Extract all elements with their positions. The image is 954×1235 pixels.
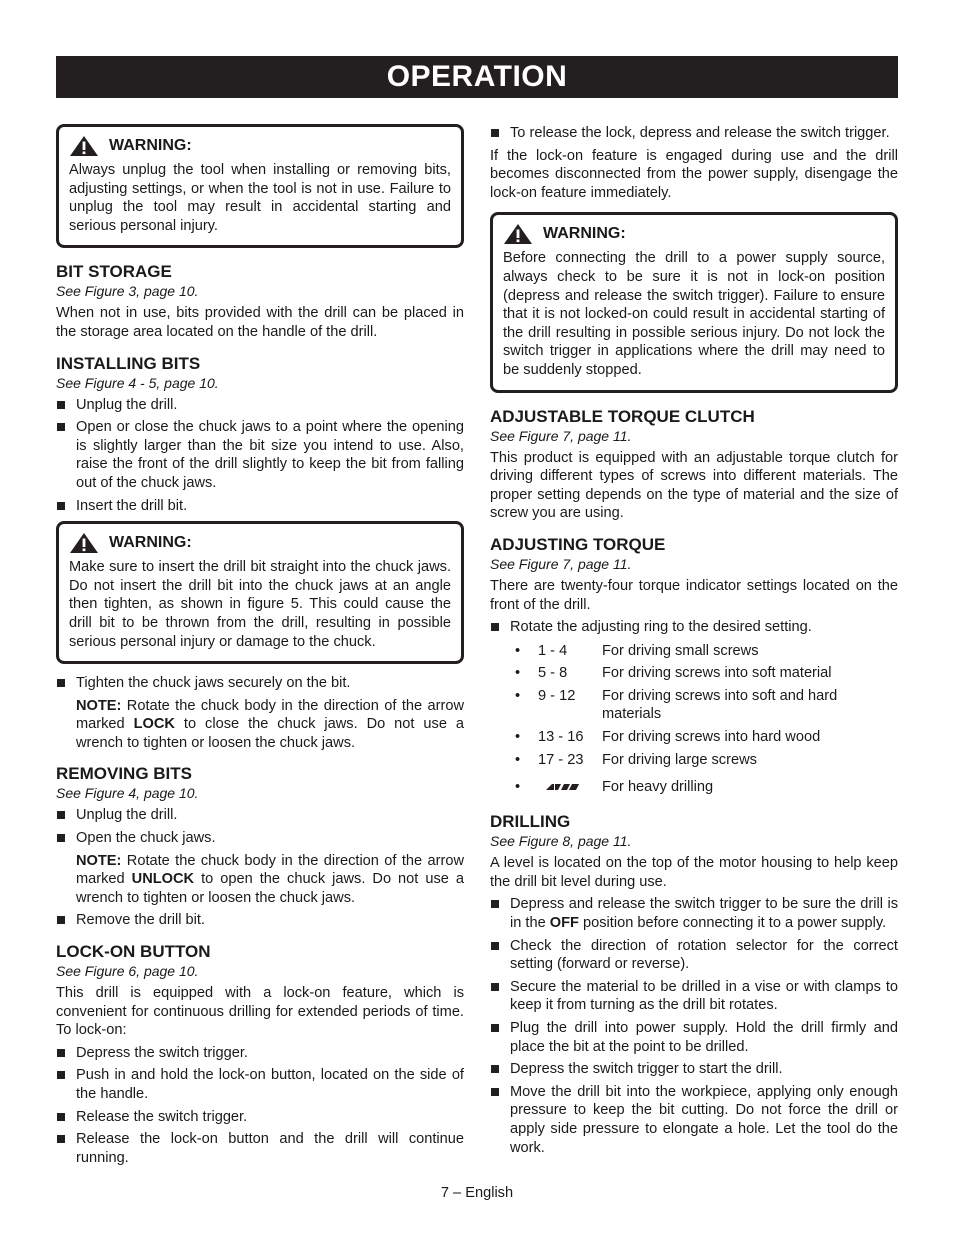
warning-triangle-icon bbox=[69, 532, 99, 554]
torque-settings-table bbox=[510, 641, 898, 801]
warning-box-unplug bbox=[56, 124, 464, 248]
section-removing-bits bbox=[56, 764, 464, 930]
section-heading: REMOVING BITS bbox=[56, 764, 193, 784]
paragraph: There are twenty-four torque indicator settings located on the front of the drill. bbox=[490, 577, 898, 613]
figure-reference: See Figure 3, page 10. bbox=[56, 283, 199, 300]
table-row: • 17 - 23 For driving large screws bbox=[515, 751, 757, 768]
list-item: Unplug the drill. bbox=[56, 396, 464, 415]
step-list bbox=[490, 618, 898, 637]
table-row: • 5 - 8 For driving screws into soft material bbox=[515, 665, 832, 682]
warning-box-insert-straight bbox=[56, 521, 464, 664]
right-column bbox=[490, 124, 898, 1169]
paragraph: If the lock-on feature is engaged during use and the drill becomes disconnected from the power supply, disengage the lock-on feature immediately. bbox=[490, 147, 898, 201]
paragraph: When not in use, bits provided with the drill can be placed in the storage area located on the handle of the drill. bbox=[56, 305, 464, 340]
section-heading: ADJUSTABLE TORQUE CLUTCH bbox=[490, 406, 755, 426]
list-item: Check the direction of rotation selector for the correct setting (forward or reverse). bbox=[490, 937, 898, 974]
warning-triangle-icon bbox=[503, 223, 533, 245]
section-heading: DRILLING bbox=[490, 812, 571, 832]
warning-label: WARNING: bbox=[543, 225, 626, 243]
left-column bbox=[56, 124, 464, 1179]
step-list bbox=[56, 911, 464, 930]
list-item: Tighten the chuck jaws securely on the bit. bbox=[56, 674, 464, 693]
list-item: Move the drill bit into the workpiece, applying only enough pressure to keep the bit cutting. Do not force the drill or apply side pressure to elongate a hole. Let the tool do the work. bbox=[490, 1083, 898, 1157]
table-row: • 13 - 16 For driving screws into hard wood bbox=[515, 729, 821, 746]
section-heading: ADJUSTING TORQUE bbox=[490, 534, 666, 554]
list-item: Open or close the chuck jaws to a point where the opening is slightly larger than the bit size you intend to use. Also, raise the front of the drill slightly to keep the bit from falling out of the chuck jaws. bbox=[56, 418, 464, 492]
step-list bbox=[490, 124, 898, 143]
paragraph: This drill is equipped with a lock-on feature, which is convenient for continuous drilling for extended periods of time. To lock-on: bbox=[56, 985, 464, 1039]
table-row: • For heavy drilling bbox=[515, 779, 714, 796]
figure-reference: See Figure 7, page 11. bbox=[490, 427, 632, 444]
section-adjusting-torque bbox=[490, 535, 898, 800]
figure-reference: See Figure 4, page 10. bbox=[56, 785, 199, 802]
list-item: To release the lock, depress and release the switch trigger. bbox=[490, 124, 898, 143]
warning-label: WARNING: bbox=[109, 137, 192, 154]
paragraph: This product is equipped with an adjustable torque clutch for driving different types of screws into different materials. The proper setting depends on the type of material and the size of screw you are using. bbox=[490, 449, 898, 522]
step-list bbox=[56, 806, 464, 847]
warning-text: Before connecting the drill to a power supply source, always check to be sure it is not in lock-on position (depress and release the switch trigger). Failure to ensure that it is not locked-on could result in accidental starting of the drill resulting in possible serious injury. Do not lock the switch trigger in applications where the drill may need to be suddenly stopped. bbox=[503, 250, 885, 378]
warning-label: WARNING: bbox=[109, 534, 192, 552]
step-list bbox=[56, 396, 464, 516]
list-item: Depress the switch trigger. bbox=[56, 1044, 464, 1063]
list-item: Plug the drill into power supply. Hold the drill firmly and place the bit at the point to be drilled. bbox=[490, 1019, 898, 1056]
section-bit-storage bbox=[56, 262, 464, 341]
list-item: Insert the drill bit. bbox=[56, 497, 464, 516]
list-item: Unplug the drill. bbox=[56, 806, 464, 825]
step-list bbox=[56, 674, 464, 693]
section-adjustable-torque-clutch bbox=[490, 407, 898, 523]
list-item: Remove the drill bit. bbox=[56, 911, 464, 930]
paragraph: A level is located on the top of the motor housing to help keep the drill bit level during use. bbox=[490, 855, 898, 890]
list-item: Secure the material to be drilled in a vise or with clamps to keep it from turning as the drill bit rotates. bbox=[490, 978, 898, 1015]
section-heading: BIT STORAGE bbox=[56, 262, 172, 282]
warning-box-lock-on bbox=[490, 212, 898, 392]
step-list bbox=[490, 895, 898, 1157]
list-item: Push in and hold the lock-on button, located on the side of the handle. bbox=[56, 1066, 464, 1103]
figure-reference: See Figure 4 - 5, page 10. bbox=[56, 374, 219, 391]
step-list bbox=[56, 1044, 464, 1168]
section-heading: LOCK-ON BUTTON bbox=[56, 942, 211, 962]
warning-triangle-icon bbox=[69, 135, 99, 157]
figure-reference: See Figure 6, page 10. bbox=[56, 963, 199, 980]
section-lock-on-button bbox=[56, 942, 464, 1167]
list-item: Release the switch trigger. bbox=[56, 1108, 464, 1127]
section-installing-bits bbox=[56, 354, 464, 516]
list-item: Open the chuck jaws. bbox=[56, 829, 464, 848]
list-item: Depress and release the switch trigger to be sure the drill is in the OFF position before connecting it to a power supply. bbox=[490, 895, 898, 932]
section-tighten bbox=[56, 674, 464, 752]
table-row: • 1 - 4 For driving small screws bbox=[515, 642, 759, 659]
note: NOTE: Rotate the chuck body in the direction of the arrow marked LOCK to close the chuck jaws. Do not use a wrench to tighten or loosen the chuck jaws. bbox=[76, 697, 465, 751]
page-title: OPERATION bbox=[56, 56, 898, 98]
section-heading: INSTALLING BITS bbox=[56, 353, 201, 373]
list-item: Depress the switch trigger to start the drill. bbox=[490, 1060, 898, 1079]
list-item: Release the lock-on button and the drill will continue running. bbox=[56, 1130, 464, 1167]
figure-reference: See Figure 7, page 11. bbox=[490, 555, 632, 572]
note: NOTE: Rotate the chuck body in the direction of the arrow marked UNLOCK to open the chuck jaws. Do not use a wrench to tighten or loosen the chuck jaws. bbox=[76, 852, 464, 906]
figure-reference: See Figure 8, page 11. bbox=[490, 833, 632, 850]
table-row: • 9 - 12 For driving screws into soft and hard materials bbox=[515, 687, 838, 723]
section-drilling bbox=[490, 812, 898, 1157]
warning-text: Make sure to insert the drill bit straight into the chuck jaws. Do not insert the drill bit into the chuck jaws at an angle then tighten, as shown in figure 5. This could cause the drill bit to be thrown from the drill, resulting in possible serious personal injury or damage to the chuck. bbox=[69, 559, 451, 650]
page-footer: 7 – English bbox=[440, 1185, 514, 1201]
drill-mode-icon bbox=[546, 782, 580, 792]
warning-text: Always unplug the tool when installing or removing bits, adjusting settings, or when the tool is not in use. Failure to unplug the tool may result in accidental starting and serious personal injury. bbox=[69, 162, 451, 234]
list-item: Rotate the adjusting ring to the desired setting. bbox=[490, 618, 898, 637]
